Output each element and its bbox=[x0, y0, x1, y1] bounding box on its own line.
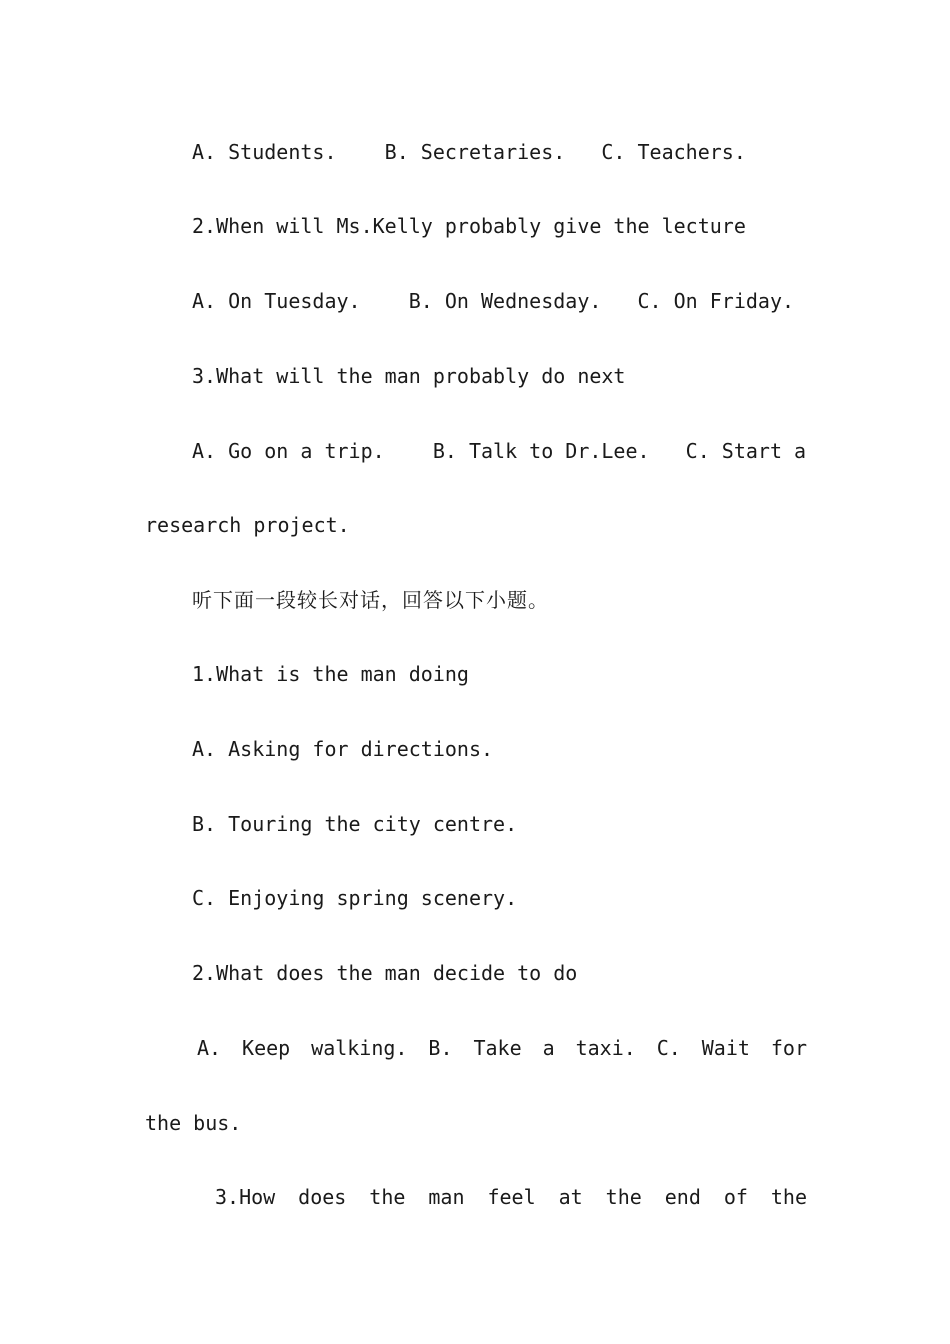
section-instruction: 听下面一段较长对话，回答以下小题。 bbox=[192, 588, 549, 612]
s2-q1-option-c: C. Enjoying spring scenery. bbox=[192, 886, 518, 910]
q2-question: 2.When will Ms.Kelly probably give the lecture bbox=[192, 214, 746, 238]
q3-options: A. Go on a trip. B. Talk to Dr.Lee. C. Start a bbox=[192, 439, 807, 463]
q2-options: A. On Tuesday. B. On Wednesday. C. On Friday. bbox=[192, 289, 795, 313]
s2-q2-options-continued: the bus. bbox=[145, 1111, 242, 1135]
q3-options-continued: research project. bbox=[145, 513, 350, 537]
s2-q1-question: 1.What is the man doing bbox=[192, 662, 469, 686]
q1-options: A. Students. B. Secretaries. C. Teachers. bbox=[192, 140, 746, 164]
q3-question: 3.What will the man probably do next bbox=[192, 364, 626, 388]
s2-q3-question: 3.How does the man feel at the end of the bbox=[215, 1185, 807, 1209]
s2-q1-option-a: A. Asking for directions. bbox=[192, 737, 494, 761]
s2-q2-question: 2.What does the man decide to do bbox=[192, 961, 578, 985]
s2-q2-options: A. Keep walking. B. Take a taxi. C. Wait for bbox=[197, 1036, 807, 1060]
s2-q1-option-b: B. Touring the city centre. bbox=[192, 812, 518, 836]
